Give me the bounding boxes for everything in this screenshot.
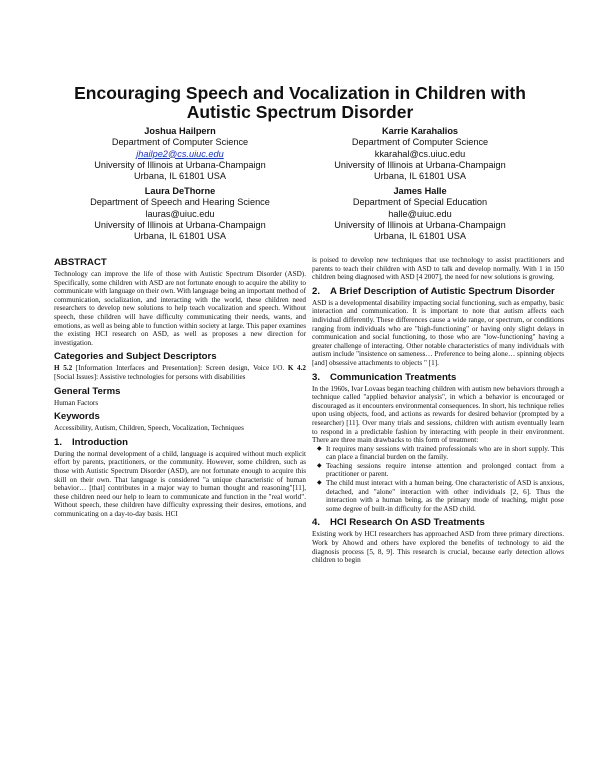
left-column [54, 253, 306, 518]
section-title: HCI Research On ASD Treatments [330, 517, 485, 529]
diamond-bullet-icon: ◆ [317, 480, 322, 487]
author-city: Urbana, IL 61801 USA [373, 231, 467, 242]
section-title: Introduction [72, 436, 128, 448]
section-number: 1. [54, 436, 63, 448]
author-email: halle@uiuc.edu [388, 208, 452, 219]
section-title: Communication Treatments [330, 371, 457, 383]
paper-title [40, 84, 560, 122]
author-city: Urbana, IL 61801 USA [133, 231, 227, 242]
list-item: ◆ The child must interact with a human being. One characteristic of ASD is anxious, detached, and "alone" interaction with other individuals [2, 6]. Thus the interaction with a human being, as the primary mode of teaching, might pose some degree of built-in difficulty for the ASD child. [317, 479, 564, 513]
section-number: 2. [312, 285, 321, 297]
author-block-2 [300, 126, 540, 182]
keywords-text: Accessibility, Autism, Children, Speech, Vocalization, Techniques [54, 424, 244, 433]
section-2-heading [312, 286, 564, 297]
author-name: Laura DeThorne [144, 186, 216, 196]
section-4-text: Existing work by HCI researchers has approached ASD from three primary directions. Work by Ahowd and others have explored the benefits of technology to aid the diagnosis process [5, 8, 9]. This research is crucial, because early detection allows children to begin [312, 530, 564, 565]
title-line-1: Encouraging Speech and Vocalization in Children with [74, 83, 526, 103]
author-organization: University of Illinois at Urbana-Champaign [94, 159, 266, 170]
general-terms-heading: General Terms [54, 385, 121, 397]
general-terms-text: Human Factors [54, 398, 99, 407]
section-3-text: In the 1960s, Ivar Lovaas began teaching children with autism new behaviors through a technique called "applied behavior analysis", in which a behavior is encouraged or discouraged as it encounters environmental consequences. In short, his technique relies upon using objects, food, and actions as rewards for desired behavior (prompted by a researcher) [11]. Over many trials and sessions, children with autism eventually learn to respond in a predictable fashion by interacting with people in their environment. There are three main drawbacks to this form of treatment: [312, 384, 564, 445]
drawbacks-list [312, 445, 564, 514]
section-4-heading [312, 517, 564, 528]
list-item: ◆ Teaching sessions require intense attention and prolonged contact from a practitioner or parent. [317, 461, 564, 479]
author-city: Urbana, IL 61801 USA [133, 171, 227, 182]
section-2-text: ASD is a developmental disability impacting social functioning, such as empathy, basic interaction and communication. It is important to note that autism affects each individual differently. These differences cause a wide range, or spectrum, or conditions ranging from individuals who are "high-functioning" or having only slight delays in communication and social functioning, to those who are "low-functioning" having a greater challenge of interacting. Other notable characteristics of many individuals with autism include "insistence on sameness… Preference to being alone… spinning objects [and] obsessive attachments to objects " [1]. [312, 298, 564, 367]
author-department: Department of Computer Science [111, 137, 249, 148]
right-column [312, 256, 564, 565]
author-organization: University of Illinois at Urbana-Champaign [334, 159, 506, 170]
author-block-4 [300, 186, 540, 242]
category-code-1: H 5.2 [54, 364, 73, 373]
author-email: lauras@uiuc.edu [145, 208, 215, 219]
author-department: Department of Speech and Hearing Science [90, 197, 270, 208]
author-block-1 [60, 126, 300, 182]
author-email: kkarahal@cs.uiuc.edu [374, 148, 466, 159]
author-email[interactable]: jhailpe2@cs.uiuc.edu [136, 148, 224, 159]
section-number: 4. [312, 517, 321, 529]
section-title: A Brief Description of Autistic Spectrum Disorder [330, 285, 555, 297]
continued-text: is poised to develop new techniques that use technology to assist practitioners and parents to teach their children with ASD to talk and develop normally. With 1 in 150 children being diagnosed with ASD [4 2007], the need for new solutions is growing. [312, 256, 564, 282]
category-text-2: [Social Issues]: Assistive technologies for persons with disabilities [54, 372, 246, 381]
author-department: Department of Special Education [352, 197, 488, 208]
categories-text [54, 364, 306, 381]
introduction-heading [54, 437, 306, 448]
keywords-heading: Keywords [54, 411, 100, 423]
section-3-heading [312, 372, 564, 383]
author-name: James Halle [393, 186, 447, 196]
author-block-3 [60, 186, 300, 242]
category-code-2: K 4.2 [287, 364, 307, 373]
author-organization: University of Illinois at Urbana-Champaign [334, 219, 506, 230]
abstract-heading: ABSTRACT [54, 257, 107, 268]
author-department: Department of Computer Science [351, 137, 489, 148]
author-organization: University of Illinois at Urbana-Champaign [94, 219, 266, 230]
list-item: ◆ It requires many sessions with trained professionals who are in short supply. This can place a financial burden on the family. [317, 444, 564, 462]
title-line-2: Autistic Spectrum Disorder [186, 102, 414, 122]
author-name: Karrie Karahalios [381, 126, 459, 136]
introduction-text: During the normal development of a child, language is acquired without much explicit effort by parents, practitioners, or the community. However, some children, such as those with Autistic Spectrum Disorder (ASD), are not fortunate enough to acquire this skill on their own. That language is considered "a unique characteristic of human behavior… [that] contributes in a major way to human thought and reasoning"[11], these children need our help to learn to communicate and function in the "real world". Without speech, these children have difficulty expressing their desires, emotions, and communicating on a day-to-day basis. HCI [54, 449, 306, 518]
author-name: Joshua Hailpern [144, 126, 216, 136]
diamond-bullet-icon: ◆ [317, 445, 322, 452]
diamond-bullet-icon: ◆ [317, 462, 322, 469]
section-number: 3. [312, 371, 321, 383]
abstract-text: Technology can improve the life of those with Autistic Spectrum Disorder (ASD). Specifically, some children with ASD are not fortunate enough to acquire the ability to communicate with language on their own. With language being an important method of communication, socialization, and interacting with the world, these children need researchers to develop new solutions to help teach vocalization and speech. Without speech, these children will have difficulty communicating their needs, wants, and emotions, as well as being able to function within society at large. This paper examines the existing HCI research on ASD, as well as proposes a new direction for investigation. [54, 270, 306, 347]
author-city: Urbana, IL 61801 USA [373, 171, 467, 182]
category-text-1: [Information Interfaces and Presentation]: Screen design, Voice I/O. [75, 364, 285, 373]
categories-heading: Categories and Subject Descriptors [54, 351, 217, 363]
